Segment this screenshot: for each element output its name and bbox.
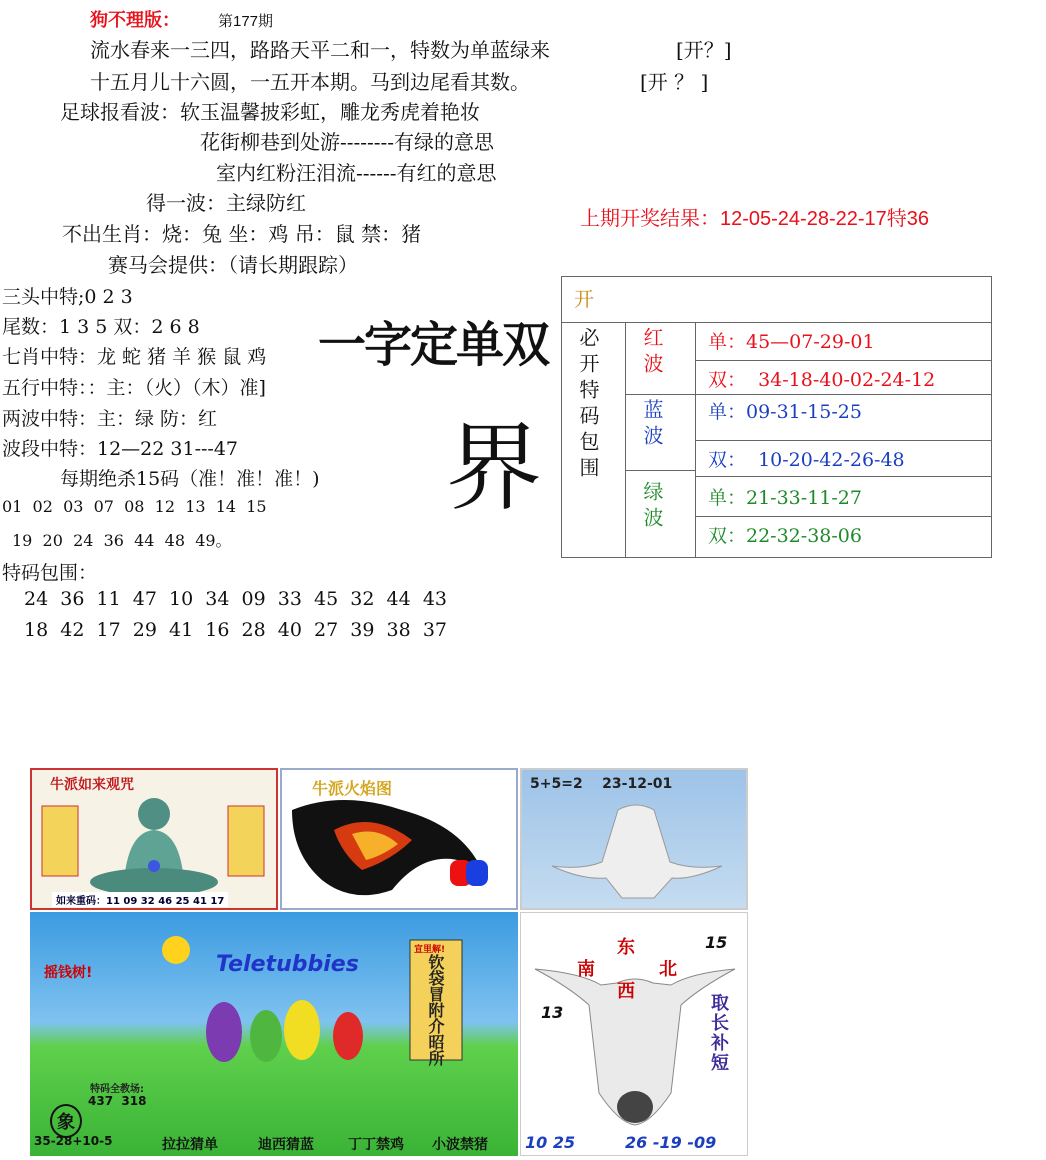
skull2-west: 西 bbox=[617, 981, 635, 1002]
football-line-3: 室内红粉汪泪流------有红的意思 bbox=[216, 161, 497, 185]
wave-red-label: 红波 bbox=[640, 327, 664, 379]
kill-numbers-2: 19 20 24 36 44 48 49。 bbox=[12, 531, 232, 550]
buddha-bottom-numbers: 如来重码：11 09 32 46 25 41 17 bbox=[52, 892, 228, 907]
teletubbies-image bbox=[30, 912, 518, 1156]
skull2-south: 南 bbox=[577, 959, 595, 980]
flame-image bbox=[280, 768, 518, 910]
skull-image-1 bbox=[520, 768, 748, 910]
stat-kill: 每期绝杀15码（准！准！准！) bbox=[60, 468, 320, 490]
issue-label: 第177期 bbox=[218, 13, 274, 30]
stat-zodiac: 七肖中特：龙 蛇 猪 羊 猴 鼠 鸡 bbox=[2, 346, 267, 368]
wave-blue-cell bbox=[626, 395, 696, 471]
poem-line-2: 十五月儿十六圆，一五开本期。马到边尾看其数。 bbox=[90, 70, 530, 94]
green-odd-numbers: 单：21-33-11-27 bbox=[708, 487, 862, 509]
buddha-image bbox=[30, 768, 278, 910]
panel-left-label-cell bbox=[562, 323, 626, 557]
skull2-bottom-left: 10 25 bbox=[525, 1133, 576, 1152]
red-even-cell bbox=[696, 361, 991, 395]
skull2-north: 北 bbox=[659, 959, 677, 980]
big-slogan: 一字定单双 bbox=[318, 317, 549, 373]
skull-image-2 bbox=[520, 912, 748, 1156]
skull2-n1: 15 bbox=[705, 933, 728, 952]
football-line-1: 足球报看波：软玉温馨披彩虹，雕龙秀虎着艳妆 bbox=[60, 100, 480, 124]
cover-row-2: 18 42 17 29 41 16 28 40 27 39 38 37 bbox=[24, 619, 447, 641]
flame-figure bbox=[282, 770, 518, 910]
panel-left-label: 必开特码包围 bbox=[576, 327, 600, 483]
red-odd-numbers: 单：45—07-29-01 bbox=[708, 331, 875, 353]
flame-title: 牛派火焰图 bbox=[312, 779, 393, 798]
tele-sign: 钦袋冒附介昭所 bbox=[426, 954, 445, 1066]
blue-odd-cell bbox=[696, 395, 991, 441]
tele-title: Teletubbies bbox=[216, 952, 359, 977]
blue-even-numbers: 双： 10-20-42-26-48 bbox=[708, 449, 905, 471]
special-number-panel bbox=[561, 276, 992, 558]
tele-nums: 437 318 bbox=[88, 1094, 147, 1108]
cover-row-1: 24 36 11 47 10 34 09 33 45 32 44 43 bbox=[24, 588, 447, 610]
green-odd-cell bbox=[696, 477, 991, 517]
tele-label-4: 小波禁猪 bbox=[432, 1137, 488, 1153]
skull1-numbers: 5+5=2 23-12-01 bbox=[530, 776, 673, 792]
tele-bottom-nums: 35-28+10-5 bbox=[34, 1134, 113, 1148]
poem-bracket-2: [开 ？ ] bbox=[640, 70, 709, 94]
skull2-n2: 13 bbox=[541, 1003, 564, 1022]
panel-header bbox=[562, 277, 991, 323]
wave-green-cell bbox=[626, 471, 696, 557]
poem-bracket-1: [开？] bbox=[676, 38, 732, 62]
big-character: 界 bbox=[446, 412, 542, 524]
stat-elements: 五行中特：：主：（火）（木）准] bbox=[2, 377, 266, 399]
skull2-bottom-right: 26 -19 -09 bbox=[625, 1133, 717, 1152]
last-result: 上期开奖结果：12-05-24-28-22-17特36 bbox=[580, 208, 930, 230]
green-even-cell bbox=[696, 517, 991, 557]
red-even-numbers: 双： 34-18-40-02-24-12 bbox=[708, 369, 936, 391]
skull2-side-text: 取长补短 bbox=[708, 993, 729, 1073]
tele-label-2: 迪西猜蓝 bbox=[258, 1137, 314, 1153]
tele-left-label: 摇钱树! bbox=[44, 965, 93, 981]
tele-label-1: 拉拉猜单 bbox=[162, 1137, 218, 1153]
cover-title: 特码包围： bbox=[2, 562, 98, 584]
football-line-4: 得一波：主绿防红 bbox=[146, 191, 306, 215]
wave-green-label: 绿波 bbox=[640, 481, 664, 533]
buddha-figure bbox=[32, 770, 278, 910]
stat-waves: 两波中特：主：绿 防：红 bbox=[2, 408, 218, 430]
tele-sign-head: 宣里解! bbox=[414, 945, 446, 955]
green-even-numbers: 双：22-32-38-06 bbox=[708, 525, 862, 547]
tele-circle-char: 象 bbox=[50, 1104, 82, 1138]
wave-blue-label: 蓝波 bbox=[640, 399, 664, 451]
panel-header-label: 开 bbox=[574, 287, 594, 311]
tele-label-3: 丁丁禁鸡 bbox=[348, 1137, 404, 1153]
football-line-6: 赛马会提供：（请长期跟踪） bbox=[108, 253, 358, 277]
football-line-2: 花街柳巷到处游--------有绿的意思 bbox=[200, 130, 495, 154]
poem-line-1: 流水春来一三四，路路天平二和一，特数为单蓝绿来 bbox=[90, 38, 550, 62]
football-line-5: 不出生肖：烧：兔 坐：鸡 吊：鼠 禁：猪 bbox=[62, 222, 422, 246]
stat-heads: 三头中特;0 2 3 bbox=[2, 286, 133, 308]
buddha-title: 牛派如来观咒 bbox=[50, 777, 134, 793]
stat-range: 波段中特：12—22 31---47 bbox=[2, 438, 239, 460]
blue-odd-numbers: 单：09-31-15-25 bbox=[708, 401, 862, 423]
kill-numbers-1: 01 02 03 07 08 12 13 14 15 bbox=[2, 497, 267, 516]
red-odd-cell bbox=[696, 323, 991, 361]
skull1-figure bbox=[522, 770, 748, 910]
wave-red-cell bbox=[626, 323, 696, 395]
stat-tails: 尾数：1 3 5 双：2 6 8 bbox=[2, 316, 200, 338]
blue-even-cell bbox=[696, 441, 991, 477]
tele-bottom-label: 特码全教场: bbox=[90, 1084, 144, 1095]
skull2-east: 东 bbox=[617, 937, 635, 958]
brand-label: 狗不理版： bbox=[90, 10, 180, 31]
